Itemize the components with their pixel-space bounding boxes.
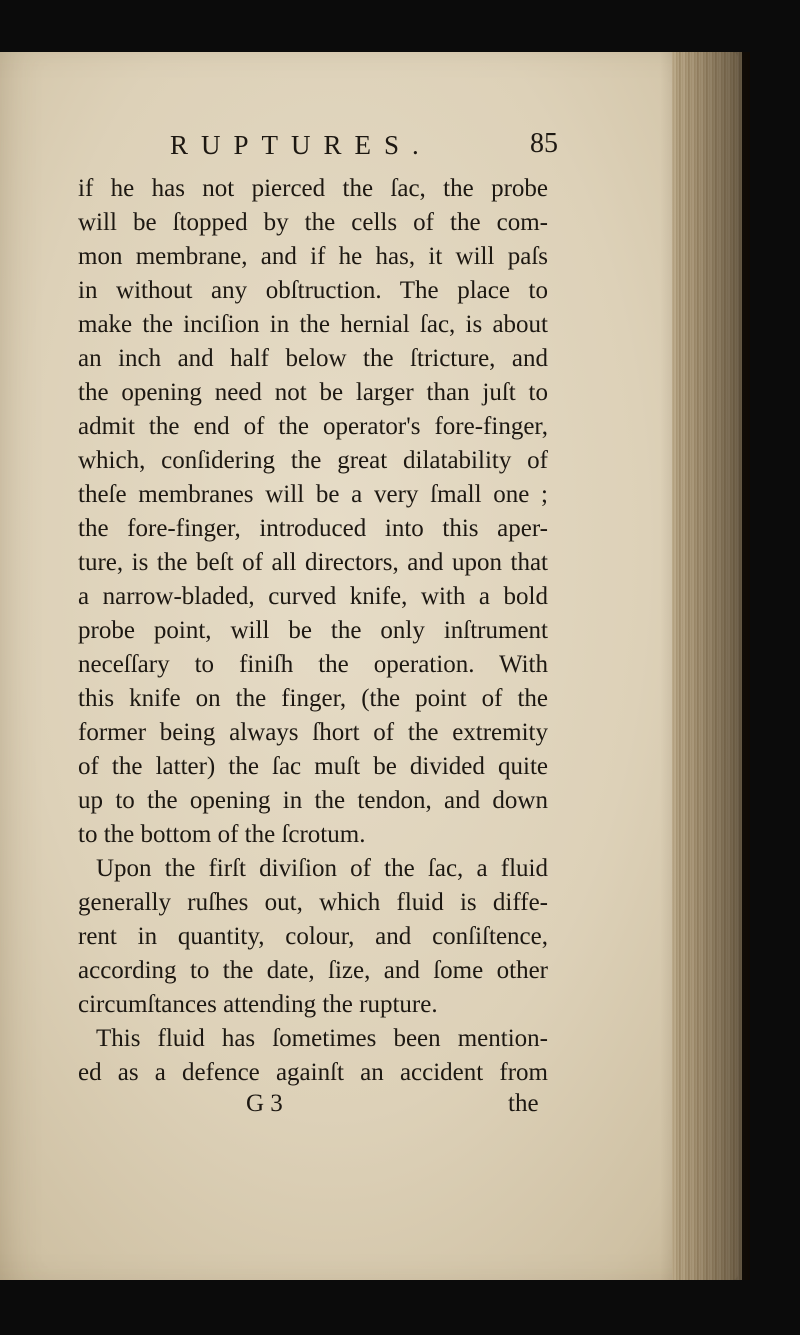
text-line: former being always ſhort of the extremity xyxy=(78,719,548,746)
text-line: which, conſidering the great dilatability of xyxy=(78,447,548,474)
text-line: generally ruſhes out, which fluid is diffe- xyxy=(78,889,548,916)
page-number: 85 xyxy=(530,128,558,159)
page-header xyxy=(78,112,644,172)
text-line: in without any obſtruction. The place to xyxy=(78,277,548,304)
text-line: ture, is the beſt of all directors, and upon that xyxy=(78,549,548,576)
text-line: theſe membranes will be a very ſmall one ; xyxy=(78,481,548,508)
text-line: according to the date, ſize, and ſome other xyxy=(78,957,548,984)
text-line: to the bottom of the ſcrotum. xyxy=(78,821,366,848)
body-text xyxy=(78,172,644,1090)
text-line: probe point, will be the only inſtrument xyxy=(78,617,548,644)
running-head: RUPTURES. xyxy=(170,130,432,160)
text-line: an inch and half below the ſtricture, and xyxy=(78,345,548,372)
text-line: up to the opening in the tendon, and down xyxy=(78,787,548,814)
text-line: circumſtances attending the rupture. xyxy=(78,991,438,1018)
text-line: of the latter) the ſac muſt be divided quite xyxy=(78,753,548,780)
text-line: mon membrane, and if he has, it will paſs xyxy=(78,243,548,270)
paragraph-first-line: This fluid has ſometimes been mention- xyxy=(96,1025,548,1052)
text-line: rent in quantity, colour, and conſiſtence, xyxy=(78,923,548,950)
text-line: make the inciſion in the hernial ſac, is about xyxy=(78,311,548,338)
text-line: a narrow-bladed, curved knife, with a bold xyxy=(78,583,548,610)
page-footer xyxy=(78,1090,644,1124)
text-line: this knife on the finger, (the point of the xyxy=(78,685,548,712)
page-text-block xyxy=(78,112,644,1124)
text-line: neceſſary to finiſh the operation. With xyxy=(78,651,548,678)
paragraph-first-line: Upon the firſt diviſion of the ſac, a fluid xyxy=(96,855,548,882)
catchword: the xyxy=(508,1090,539,1117)
text-line: the opening need not be larger than juſt to xyxy=(78,379,548,406)
text-line: if he has not pierced the ſac, the probe xyxy=(78,175,548,202)
text-line: will be ſtopped by the cells of the com- xyxy=(78,209,548,236)
text-line: the fore-finger, introduced into this aper- xyxy=(78,515,548,542)
signature-mark: G 3 xyxy=(246,1090,283,1117)
text-line: admit the end of the operator's fore-finger, xyxy=(78,413,548,440)
text-line: ed as a defence againſt an accident from xyxy=(78,1059,548,1086)
page-edge-shadow xyxy=(660,52,750,1280)
